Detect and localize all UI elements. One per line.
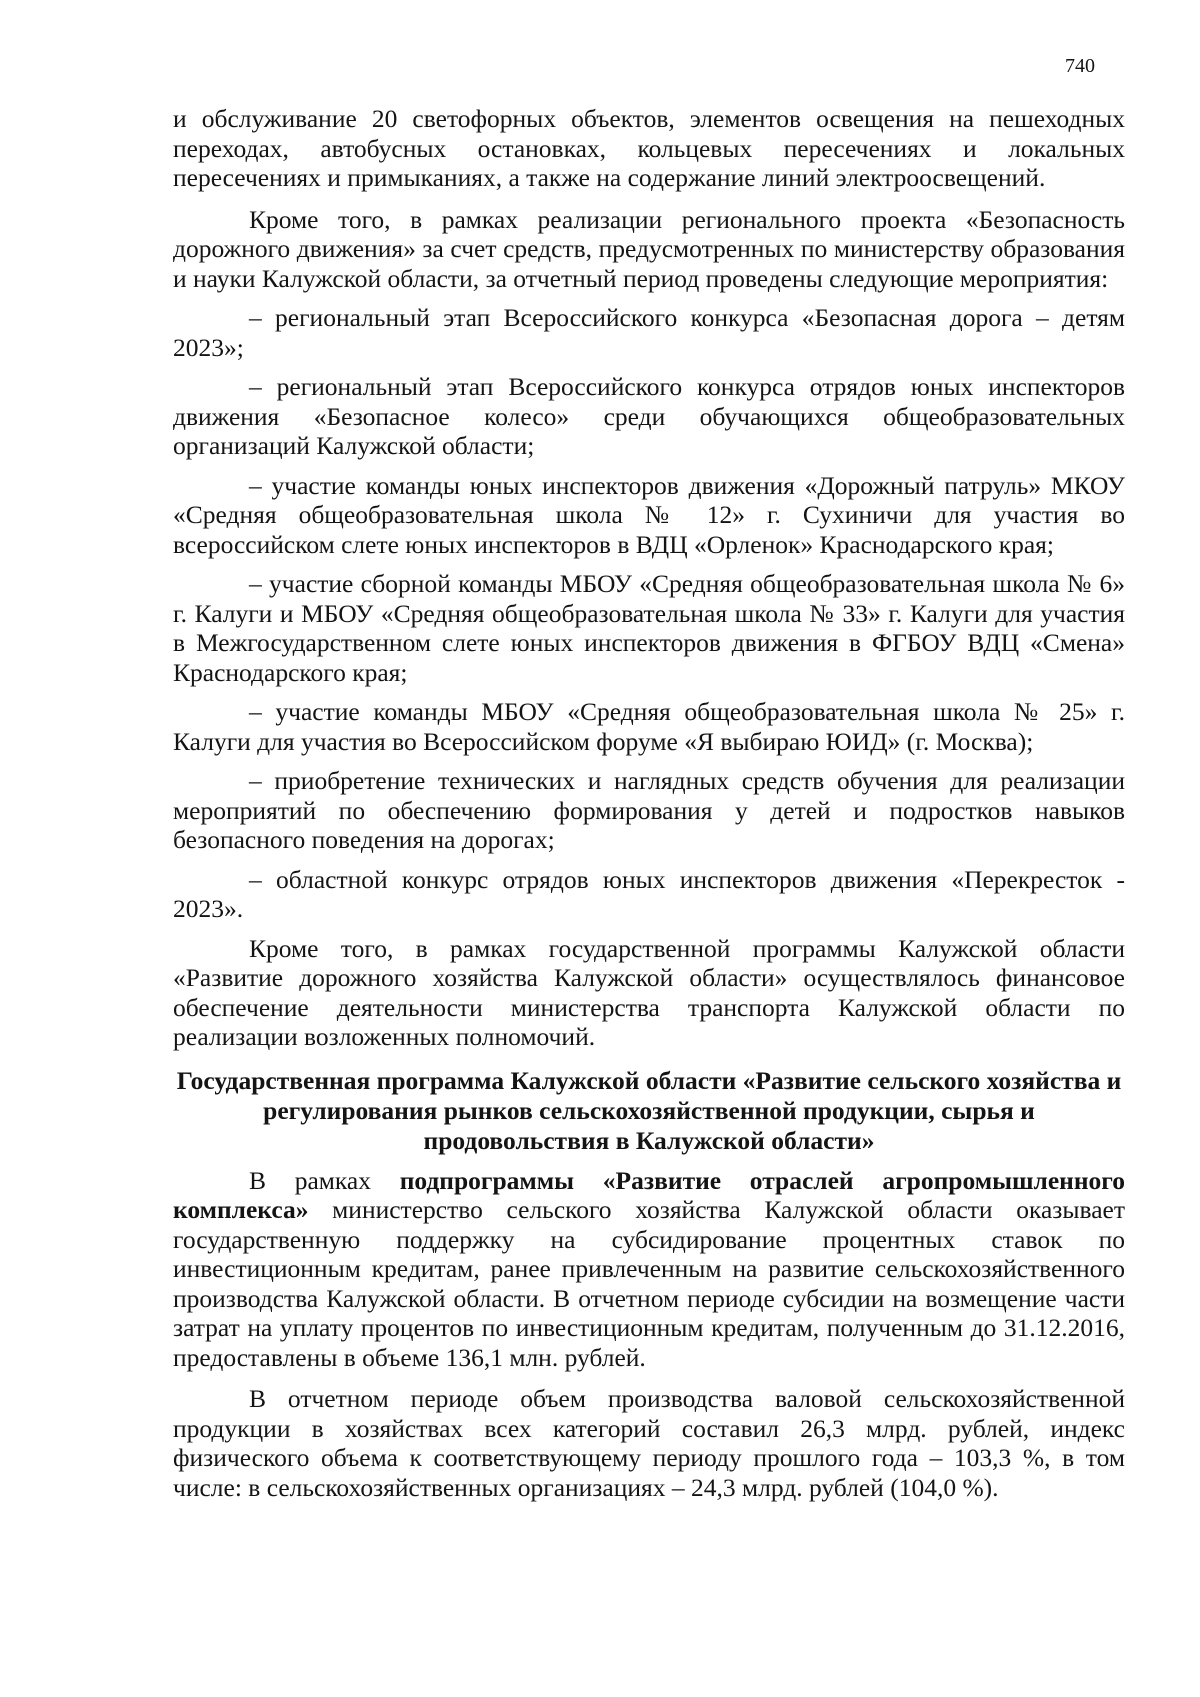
list-item-crossroad-contest: – областной конкурс отрядов юных инспекторов движения «Перекресток - 2023». <box>173 864 1125 923</box>
agro-lead-text: В рамках <box>249 1165 400 1195</box>
paragraph-road-program: Кроме того, в рамках государственной программы Калужской области «Развитие дорожного хозяйства Калужской области» осуществлялось финансовое обеспечение деятельности министерства транспорта Калужской области по реализации возложенных полномочий. <box>173 933 1125 1051</box>
paragraph-agro-output: В отчетном периоде объем производства валовой сельскохозяйственной продукции в хозяйствах всех категорий составил 26,3 млрд. рублей, индекс физического объема к соответствующему периоду прошлого года – 103,3 %, в том числе: в сельскохозяйственных организациях – 24,3 млрд. рублей (104,0 %). <box>173 1384 1125 1502</box>
paragraph-road-safety-intro: Кроме того, в рамках реализации регионального проекта «Безопасность дорожного движения» за счет средств, предусмотренных по министерству образования и науки Калужской области, за отчетный период проведены следующие мероприятия: <box>173 204 1125 293</box>
agro-body-text: министерство сельского хозяйства Калужской области оказывает государственную поддержку на субсидирование процентных ставок по инвестиционным кредитам, ранее привлеченным на развитие сельскохозяйственного производства Калужской области. В отчетном периоде субсидии на возмещение части затрат на уплату процентов по инвестиционным кредитам, полученным до 31.12.2016, предоставлены в объеме 136,1 млн. рублей. <box>173 1195 1125 1372</box>
page-number: 740 <box>1065 55 1095 77</box>
list-item-safe-road-contest: – региональный этап Всероссийского конкурса «Безопасная дорога – детям 2023»; <box>173 303 1125 362</box>
paragraph-agro-subprogram <box>173 1166 1125 1373</box>
list-item-combined-team: – участие сборной команды МБОУ «Средняя общеобразовательная школа № 6» г. Калуги и МБОУ «Средняя общеобразовательная школа № 33» г. Калуги для участия в Межгосударственном слете юных инспекторов движения в ФГБОУ ВДЦ «Смена» Краснодарского края; <box>173 569 1125 687</box>
section-heading: Государственная программа Калужской области «Развитие сельского хозяйства и регулирования рынков сельскохозяйственной продукции, сырья и продовольствия в Калужской области» <box>176 1065 1122 1155</box>
list-item-safe-wheel-contest: – региональный этап Всероссийского конкурса отрядов юных инспекторов движения «Безопасное колесо» среди обучающихся общеобразовательных организаций Калужской области; <box>173 372 1125 460</box>
agro-subprogram-title: подпрограммы «Развитие отраслей агропромышленного комплекса» <box>173 1165 1125 1224</box>
list-item-yuid-forum: – участие команды МБОУ «Средняя общеобразовательная школа № 25» г. Калуги для участия во Всероссийском форуме «Я выбираю ЮИД» (г. Москва); <box>173 697 1125 756</box>
paragraph-traffic-lights: и обслуживание 20 светофорных объектов, элементов освещения на пешеходных переходах, автобусных остановках, кольцевых пересечениях и локальных пересечениях и примыканиях, а также на содержание линий электроосвещений. <box>173 104 1125 192</box>
document-body <box>173 104 1125 1502</box>
list-item-road-patrol-team: – участие команды юных инспекторов движения «Дорожный патруль» МКОУ «Средняя общеобразовательная школа № 12» г. Сухиничи для участия во всероссийском слете юных инспекторов в ВДЦ «Орленок» Краснодарского края; <box>173 470 1125 559</box>
list-item-teaching-aids: – приобретение технических и наглядных средств обучения для реализации мероприятий по обеспечению формирования у детей и подростков навыков безопасного поведения на дорогах; <box>173 766 1125 854</box>
